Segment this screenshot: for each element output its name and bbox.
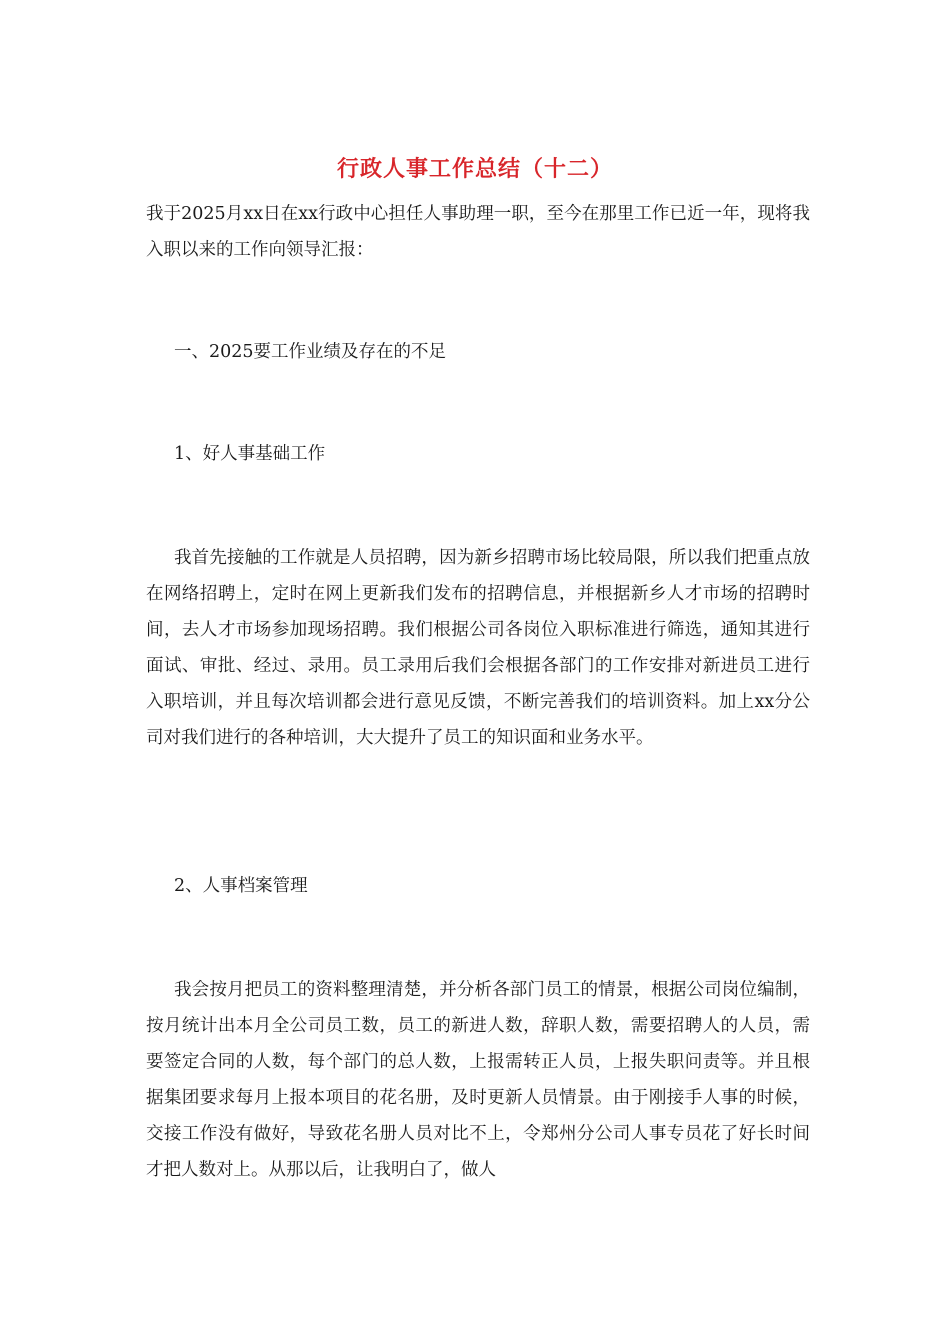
item-heading-2: 2、人事档案管理	[174, 876, 308, 896]
section-heading-1: 一、2025要工作业绩及存在的不足	[174, 342, 447, 362]
item-2-paragraph: 我会按月把员工的资料整理清楚，并分析各部门员工的情景，根据公司岗位编制，按月统计出本月全公司员工数，员工的新进人数，辞职人数，需要招聘人的人员，需要签定合同的人数，每个部门的总人数，上报需转正人员，上报失职问责等。并且根据集团要求每月上报本项目的花名册，及时更新人员情景。由于刚接手人事的时候，交接工作没有做好，导致花名册人员对比不上，令郑州分公司人事专员花了好长时间才把人数对上。从那以后，让我明白了，做人	[146, 980, 810, 1180]
item-heading-1: 1、好人事基础工作	[174, 444, 326, 464]
item-1-paragraph: 我首先接触的工作就是人员招聘，因为新乡招聘市场比较局限，所以我们把重点放在网络招聘上，定时在网上更新我们发布的招聘信息，并根据新乡人才市场的招聘时间，去人才市场参加现场招聘。我们根据公司各岗位入职标准进行筛选，通知其进行面试、审批、经过、录用。员工录用后我们会根据各部门的工作安排对新进员工进行入职培训，并且每次培训都会进行意见反馈，不断完善我们的培训资料。加上xx分公司对我们进行的各种培训，大大提升了员工的知识面和业务水平。	[146, 548, 810, 748]
intro-paragraph: 我于2025月xx日在xx行政中心担任人事助理一职，至今在那里工作已近一年，现将我入职以来的工作向领导汇报：	[146, 204, 810, 260]
document-title: 行政人事工作总结（十二）	[336, 156, 613, 182]
